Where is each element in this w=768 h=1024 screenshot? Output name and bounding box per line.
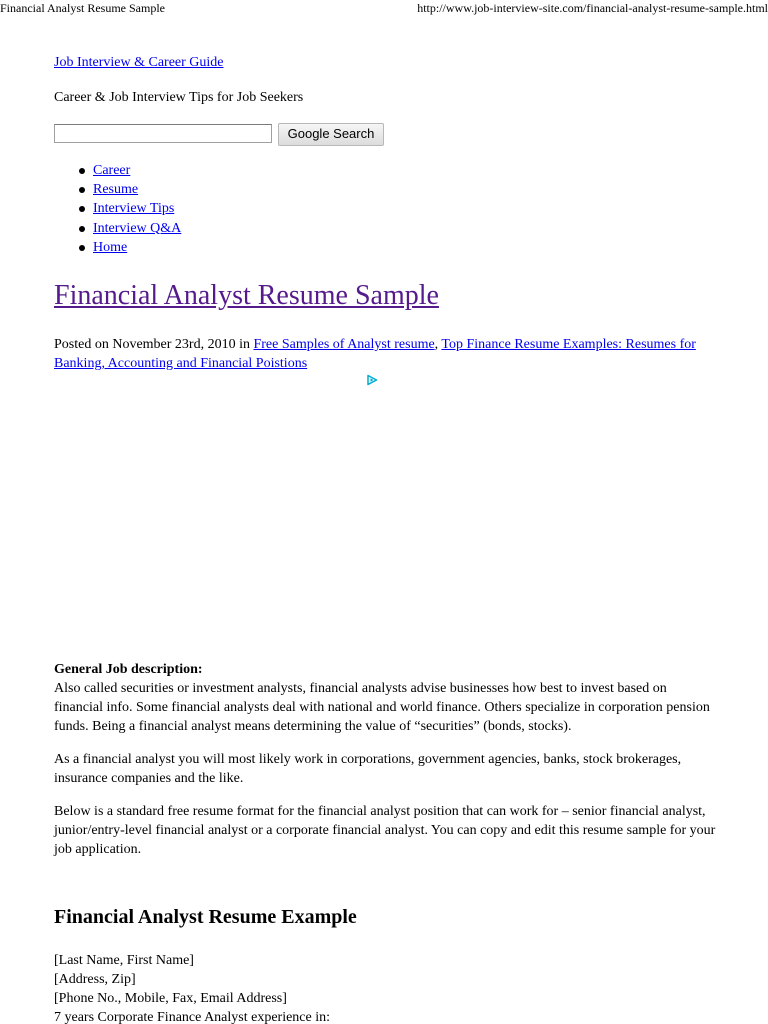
bullet-icon <box>79 226 85 232</box>
nav-item-interview-qa <box>54 219 181 238</box>
adchoices-icon[interactable] <box>366 374 378 386</box>
resume-line-name: [Last Name, First Name] <box>54 953 194 968</box>
nav-link-resume[interactable]: Resume <box>93 182 139 198</box>
post-title-link[interactable]: Financial Analyst Resume Sample <box>54 280 439 311</box>
resume-line-address: [Address, Zip] <box>54 972 136 987</box>
paragraph: Also called securities or investment analysts, financial analysts advise businesses how best to invest based on financial info. Some financial analysts deal with national and world finance. Others specialize in corporation pension funds. Being a financial analyst means determining the value of “securities” (bonds, stocks). <box>54 681 710 734</box>
category-link-analyst-resume[interactable]: Free Samples of Analyst resume <box>253 337 435 352</box>
nav-link-interview-tips[interactable]: Interview Tips <box>93 201 175 217</box>
paragraph: As a financial analyst you will most likely work in corporations, government agencies, banks, stock brokerages, insurance companies and the like. <box>54 752 682 786</box>
site-tagline: Career & Job Interview Tips for Job Seekers <box>54 90 304 105</box>
main-nav <box>54 161 181 257</box>
nav-item-interview-tips <box>54 199 181 218</box>
post-meta <box>54 335 714 373</box>
bullet-icon <box>79 245 85 251</box>
job-description-heading: General Job description: <box>54 662 203 677</box>
bullet-icon <box>79 206 85 212</box>
category-separator: , <box>434 337 442 352</box>
print-header-url: http://www.job-interview-site.com/financial-analyst-resume-sample.html <box>417 1 768 15</box>
resume-line-experience: 7 years Corporate Finance Analyst experience in: <box>54 1010 331 1024</box>
resume-example-lines <box>54 951 330 1024</box>
nav-item-home <box>54 238 181 257</box>
site-title-link[interactable]: Job Interview & Career Guide <box>54 55 224 70</box>
resume-line-contact: [Phone No., Mobile, Fax, Email Address] <box>54 991 287 1006</box>
nav-item-career <box>54 161 181 180</box>
print-header-title: Financial Analyst Resume Sample <box>0 1 165 15</box>
nav-link-career[interactable]: Career <box>93 163 131 178</box>
resume-example-heading: Financial Analyst Resume Example <box>54 906 357 928</box>
paragraph: Below is a standard free resume format for the financial analyst position that can work for – senior financial analyst, junior/entry-level financial analyst or a corporate financial analyst. You can copy and edit this resume sample for your job application. <box>54 804 716 857</box>
google-search-button[interactable]: Google Search <box>278 123 384 146</box>
search-input[interactable] <box>54 124 272 143</box>
nav-link-interview-qa[interactable]: Interview Q&A <box>93 220 182 236</box>
print-header <box>0 0 768 16</box>
bullet-icon <box>79 187 85 193</box>
posted-date: Posted on November 23rd, 2010 in <box>54 337 254 352</box>
bullet-icon <box>79 168 85 174</box>
job-description <box>54 660 719 873</box>
category-link-finance-resume[interactable]: Top Finance Resume Examples: Resumes for Banking, Accounting and Financial Poistions <box>54 337 696 371</box>
nav-item-resume <box>54 180 181 199</box>
nav-link-home[interactable]: Home <box>93 239 128 255</box>
